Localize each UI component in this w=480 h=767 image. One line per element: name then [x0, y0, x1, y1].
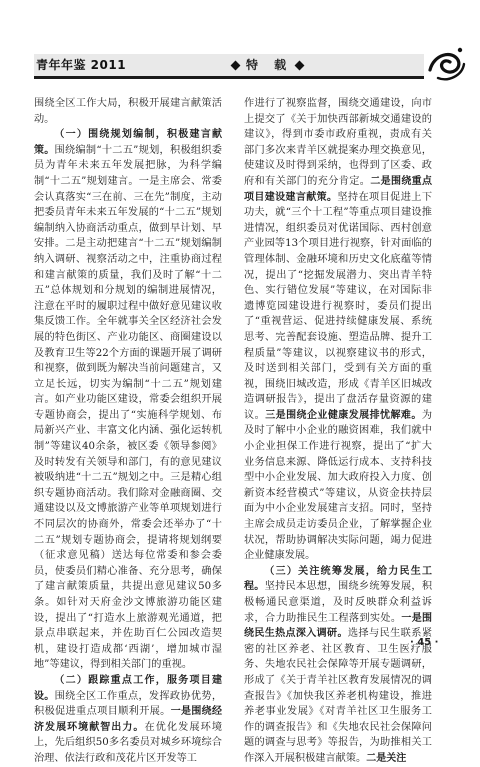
paragraph: （二）跟踪重点工作，服务项目建设。围绕全区工作重点，发挥政协优势，积极促进重点项目顺利开展。一是围绕经济发展环境献智出力。在优化发展环境上，先后组织50多名委员对城乡环境综合治理、依法行政和茂花片区开发等工: [34, 674, 223, 764]
diamond-icon: [295, 61, 305, 71]
running-header: [34, 54, 424, 79]
paragraph: 作进行了视察监督，围绕交通建设，向市上提交了《关于加快西部新城交通建设的建议》，得到市委市政府重视，责成有关部门多次来青羊区就提案办理交换意见，使建议及时得到采纳，也得到了区委、政府和有关部门的充分肯定。二是围绕重点项目建设建言献策。坚持在项目促进上下功夫，就“三个十工程”等重点项目建设推进情况，组织委员对优诺国际、西村创意产业园等13个项目进行视察，针对面临的管理体制、金融环境和历史文化底蕴等情况，提出了“挖掘发展潜力、突出青羊特色、实行错位发展”等建议，在对国际非遗博览园建设进行视察时，委员们提出了“重视营运、促进持续健康发展、系统思考、完善配套设施、塑造品牌、提升工程质量”等建议，以视察建议书的形式，及时送到相关部门，受到有关方面的重视，围绕旧城改造，形成《青羊区旧城改造调研报告》，提出了盘活存量资源的建议。三是围绕企业健康发展排忧解难。为及时了解中小企业的融资困难，我们就中小企业担保工作进行视察，提出了“扩大业务信息来源、降低运行成本、支持科技型中小企业发展、加大政府投入力度、创新资本经营模式”等建议，从资金扶持层面为中小企业发展建言支招。同时，坚持主席会成员走访委员企业，了解掌握企业状况，帮助协调解决实际问题，竭力促进企业健康发展。: [244, 98, 433, 562]
section-heading: （一）围绕规划编制，积极建言献策。: [34, 129, 222, 156]
section-title: 特 载: [246, 58, 293, 72]
paragraph: （一）围绕规划编制，积极建言献策。围绕编制“十二五”规划，积极组织委员为青年未来五年发展把脉，为科学编制“十二五”规划建言。一是主席会、常委会认真落实“三在前、三在先”制度，主动把委员青年未来五年发展的“十二五”规划编制纳入协商活动重点，做到早计划、早安排。二是主动把建言“十二五”规划编制纳入调研、视察活动之中，注重协商过程和建言献策的质量，我们及时了解“十二五”总体规划和分规划的编制进展情况，注意在平时的履职过程中做好意见建议收集反馈工作。全年就事关全区经济社会发展的特色街区、产业功能区、商圈建设以及教育卫生等22个方面的课题开展了调研和视察，做到既为解决当前问题建言，又立足长远，切实为编制“十二五”规划建言。如产业功能区建设，常委会组织开展专题协商会，提出了“实施科学规划、布局新兴产业、丰富文化内涵、强化运转机制”等建议40余条，被区委《领导参阅》及时转发有关领导和部门，有的意见建议被吸纳进“十二五”规划之中。三是精心组织专题协商活动。我们除对金融商圈、交通建设以及文博旅游产业等单项规划进行不同层次的协商外，常委会还举办了“十二五”规划专题协商会，提请将规划纲要（征求意见稿）送达每位常委和参会委员，使委员们精心准备、充分思考，确保了建言献策质量，共提出意见建议50多条。如针对天府金沙文博旅游功能区建设，提出了“打造水上旅游观光通道，把景点串联起来，并佐助百仁公园改造契机，建设打造成都‘西湖’，增加城市湿地”等建议，得到相关部门的重视。: [34, 129, 222, 671]
page-number: · 45 ·: [410, 637, 439, 648]
diamond-icon: [231, 61, 241, 71]
journal-title: 青年年鉴 2011: [36, 58, 127, 72]
paragraph: 围绕全区工作大局，积极开展建言献策活动。: [34, 98, 222, 125]
paragraph: （三）关注统筹发展，给力民生工程。坚持民本思想，围绕乡统筹发展，积极畅通民意渠道，及时反映群众利益诉求，合力助推民生工程落到实处。一是围绕民生热点深入调研。选择与民生联系紧密的社区养老、社区教育、卫生医疗服务、失地农民社会保障等开展专题调研，形成了《关于青羊社区教育发展情况的调查报告》《加快我区养老机构建设，推进养老事业发展》《对青羊社区卫生服务工作的调查报告》和《失地农民社会保障问题的调查与思考》等报告，为助推相关工作深入开展积极建言献策。二是关注: [244, 565, 433, 764]
decorative-swirl-logo: [424, 40, 468, 84]
section-heading: （二）跟踪重点工作，服务项目建设。: [34, 674, 222, 702]
right-column: [244, 96, 432, 767]
section-heading: （三）关注统筹发展，给力民生工程。: [244, 565, 432, 593]
left-column: [34, 96, 222, 767]
